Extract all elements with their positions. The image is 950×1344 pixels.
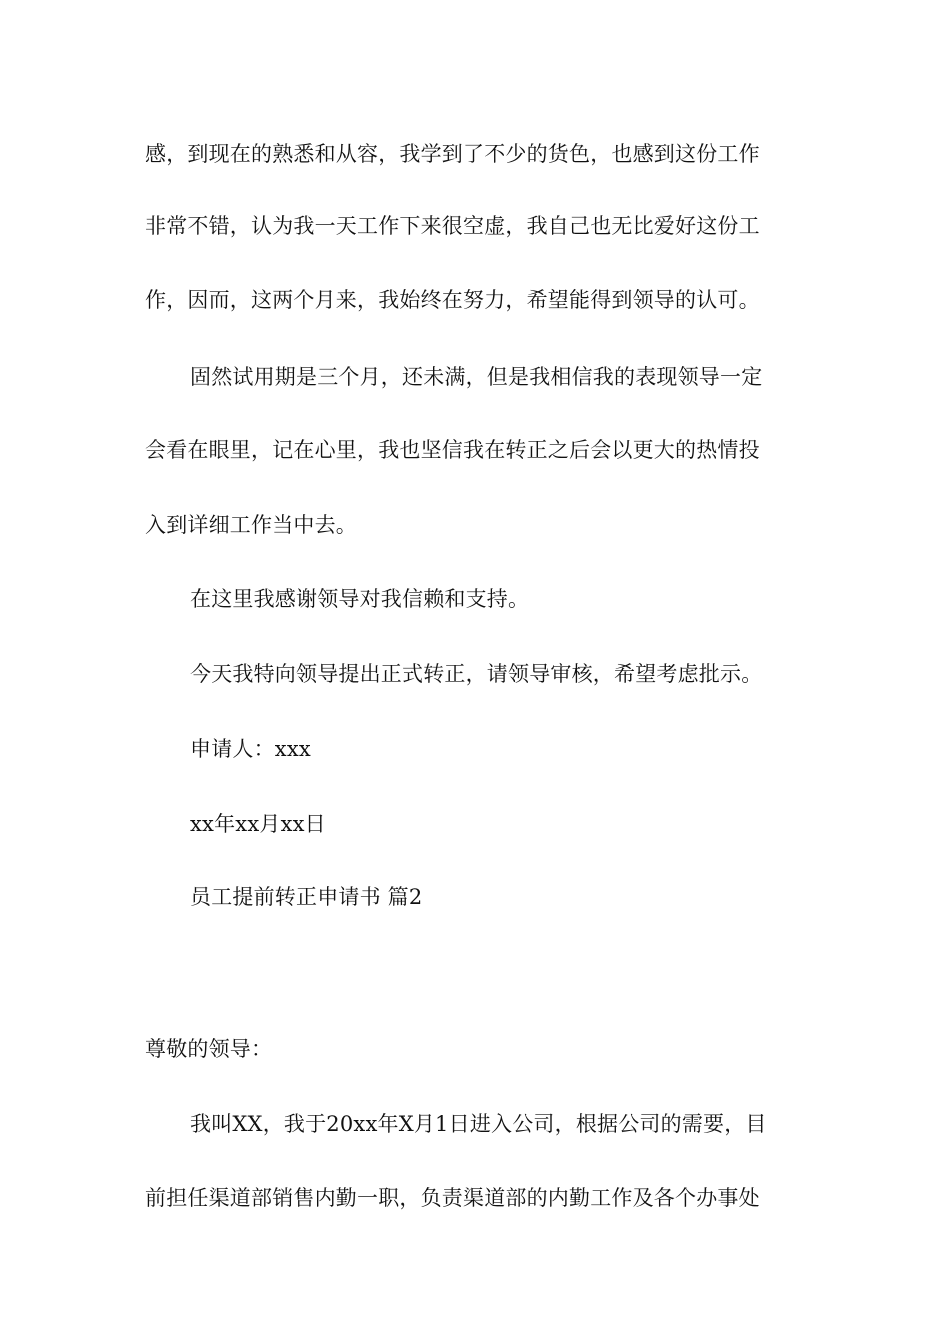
paragraph-line: 作，因而，这两个月来，我始终在努力，希望能得到领导的认可。 <box>145 288 760 312</box>
paragraph-line: 非常不错，认为我一天工作下来很空虚，我自己也无比爱好这份工 <box>145 214 760 238</box>
date-line: xx年xx月xx日 <box>190 812 326 836</box>
paragraph-line: 固然试用期是三个月，还未满，但是我相信我的表现领导一定 <box>190 365 763 389</box>
paragraph-line: 前担任渠道部销售内勤一职，负责渠道部的内勤工作及各个办事处 <box>145 1186 760 1210</box>
applicant-line: 申请人：xxx <box>190 737 311 761</box>
section-heading: 员工提前转正申请书 篇2 <box>190 885 423 909</box>
salutation: 尊敬的领导： <box>145 1037 273 1061</box>
paragraph-line: 我叫XX，我于20xx年X月1日进入公司，根据公司的需要，目 <box>190 1112 767 1136</box>
paragraph-line: 今天我特向领导提出正式转正，请领导审核，希望考虑批示。 <box>190 662 763 686</box>
paragraph-line: 感，到现在的熟悉和从容，我学到了不少的货色，也感到这份工作 <box>145 142 760 166</box>
paragraph-line: 会看在眼里，记在心里，我也坚信我在转正之后会以更大的热情投 <box>145 438 760 462</box>
paragraph-line: 在这里我感谢领导对我信赖和支持。 <box>190 587 530 611</box>
paragraph-line: 入到详细工作当中去。 <box>145 513 357 537</box>
